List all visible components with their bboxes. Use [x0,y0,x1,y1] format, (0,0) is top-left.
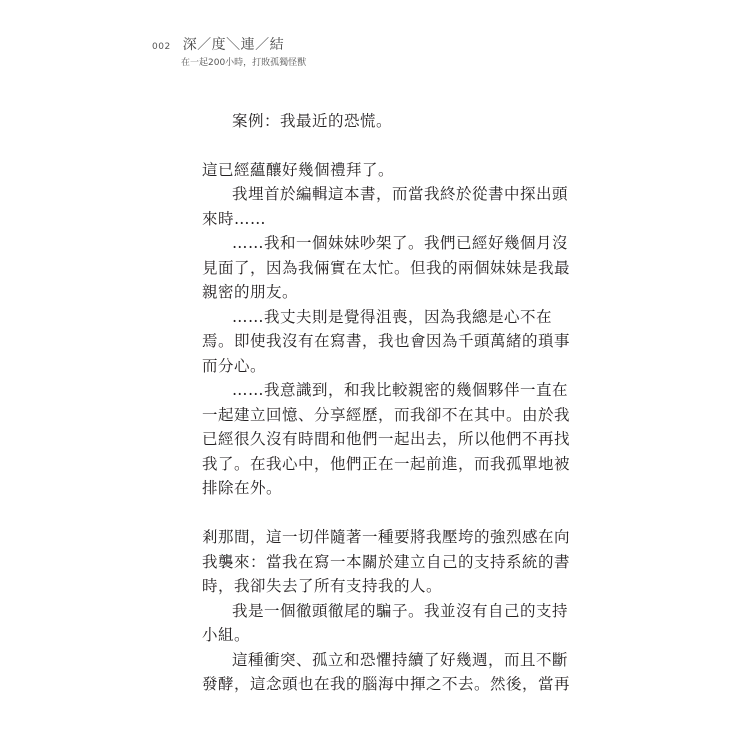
paragraph: 我埋首於編輯這本書，而當我終於從書中探出頭來時…… [202,185,569,228]
paragraph: 我是一個徹頭徹尾的騙子。我並沒有自己的支持小組。 [202,601,569,644]
paragraph: 剎那間，這一切伴隨著一種要將我壓垮的強烈感在向我襲來：當我在寫一本關於建立自己的支持系統的書時，我卻失去了所有支持我的人。 [202,528,571,595]
paragraph: 這種衝突、孤立和恐懼持續了好幾週，而且不斷發酵，這念頭也在我的腦海中揮之不去。然後，當再 [202,650,571,693]
book-title: 深／度＼連／結 [182,37,285,53]
header-row [152,34,306,54]
section-2 [202,525,572,697]
body-text [202,109,572,697]
book-subtitle: 在一起200小時，打敗孤獨怪獸 [181,58,307,68]
paragraph: ……我丈夫則是覺得沮喪，因為我總是心不在焉。即使我沒有在寫書，我也會因為千頭萬緒的瑣事而分心。 [202,307,571,375]
paragraph: 這已經蘊釀好幾個禮拜了。 [202,160,395,179]
paragraph: ……我和一個妹妹吵架了。我們已經好幾個月沒見面了，因為我倆實在太忙。但我的兩個妹妹是我最親密的朋友。 [202,234,571,301]
paragraph: ……我意識到，和我比較親密的幾個夥伴一直在一起建立回憶、分享經歷，而我卻不在其中。由於我已經很久沒有時間和他們一起出去，所以他們不再找我了。在我心中，他們正在一起前進，而我孤單地被排除在外。 [202,381,571,497]
running-header [152,34,306,68]
page-number: 002 [152,42,171,52]
section-divider [202,501,572,526]
case-heading: 案例：我最近的恐慌。 [232,112,393,130]
section-1 [202,158,572,501]
